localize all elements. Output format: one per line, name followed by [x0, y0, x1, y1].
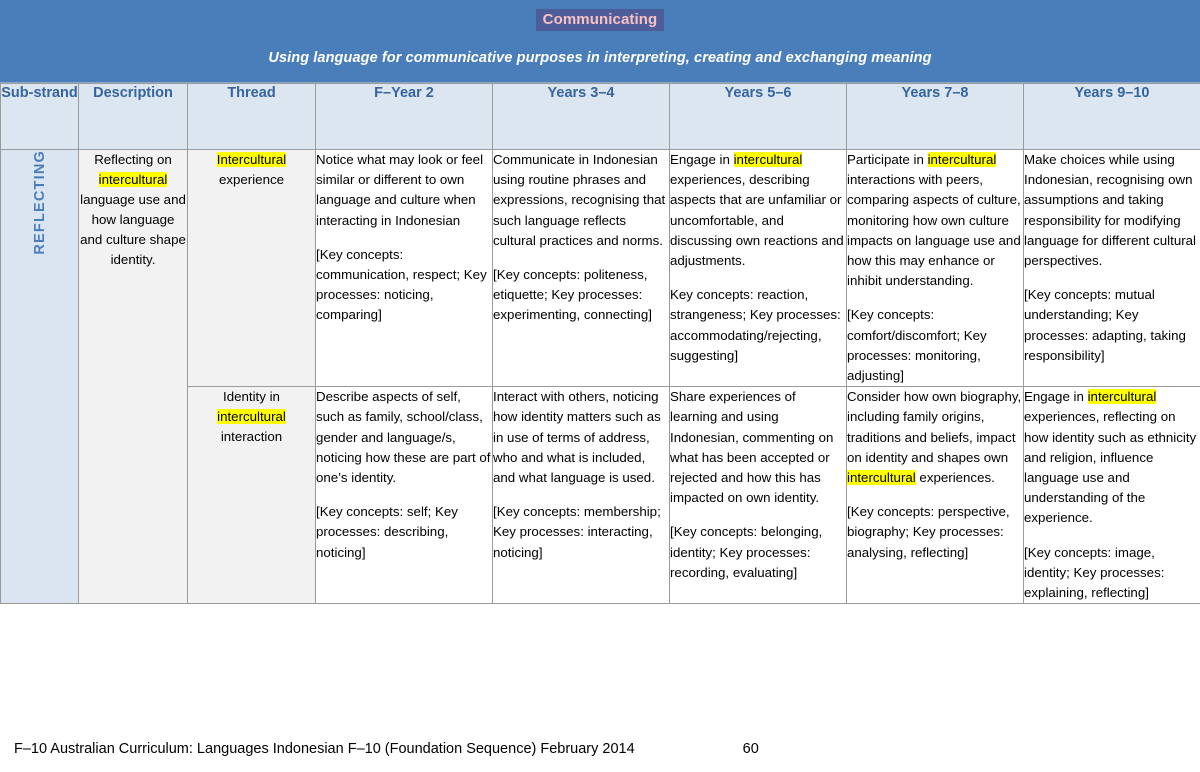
content-cell — [670, 150, 847, 387]
substrand-label: REFLECTING — [31, 150, 48, 255]
cell-paragraph: Engage in intercultural experiences, reflecting on how identity such as ethnicity and religion, influence language use and understanding of the experience. — [1024, 389, 1197, 526]
highlighted-term: intercultural — [733, 152, 803, 167]
footer-source-text: F–10 Australian Curriculum: Languages Indonesian F–10 (Foundation Sequence) February 2014 — [14, 741, 635, 757]
content-cell — [493, 387, 670, 604]
highlighted-term: intercultural — [927, 152, 997, 167]
cell-paragraph: Interact with others, noticing how identity matters such as in use of terms of address, who and what is included, and what language is used. — [493, 389, 661, 486]
content-cell — [316, 387, 493, 604]
column-header-f-year-2: F–Year 2 — [316, 84, 493, 150]
content-cell — [847, 387, 1024, 604]
thread-cell: Identity in intercultural interaction — [188, 387, 316, 604]
highlighted-term: intercultural — [847, 470, 916, 486]
highlighted-term: intercultural — [98, 171, 168, 187]
column-header-years-7-8: Years 7–8 — [847, 84, 1024, 150]
column-header-years-3-4: Years 3–4 — [493, 84, 670, 150]
highlighted-term: intercultural — [1087, 389, 1157, 405]
highlighted-term: intercultural — [217, 409, 286, 425]
cell-paragraph: [Key concepts: self; Key processes: describing, noticing] — [316, 504, 458, 560]
content-cell — [670, 387, 847, 604]
description-cell: Reflecting on intercultural language use and how language and culture shape identity. — [79, 150, 188, 604]
cell-paragraph: [Key concepts: mutual understanding; Key processes: adapting, taking responsibility] — [1024, 287, 1186, 363]
page-footer — [0, 726, 1200, 772]
footer-page-number: 60 — [742, 741, 759, 757]
cell-paragraph: Consider how own biography, including family origins, traditions and beliefs, impact on identity and shapes own intercultural experiences. — [847, 389, 1022, 486]
cell-paragraph: [Key concepts: image, identity; Key processes: explaining, reflecting] — [1024, 544, 1165, 601]
cell-paragraph: Notice what may look or feel similar or different to own language and culture when interacting in Indonesian — [316, 152, 484, 228]
cell-paragraph: Participate in intercultural interactions with peers, comparing aspects of culture, monitoring how own culture impacts on language use and how this may enhance or inhibit understanding. — [847, 152, 1021, 289]
table-row — [1, 150, 1200, 387]
cell-paragraph: [Key concepts: politeness, etiquette; Key processes: experimenting, connecting] — [493, 267, 652, 323]
cell-paragraph: [Key concepts: communication, respect; Key processes: noticing, comparing] — [316, 246, 487, 323]
cell-paragraph: Describe aspects of self, such as family, school/class, gender and language/s, noticing how these are part of one’s identity. — [316, 389, 491, 486]
content-cell — [316, 150, 493, 387]
cell-paragraph: [Key concepts: perspective, biography; Key processes: analysing, reflecting] — [847, 504, 1010, 560]
column-headers — [1, 84, 1200, 150]
cell-paragraph: [Key concepts: comfort/discomfort; Key processes: monitoring, adjusting] — [847, 307, 987, 384]
cell-paragraph: Engage in intercultural experiences, describing aspects that are unfamiliar or uncomfortable, and discussing own reactions and adjustments. — [670, 152, 844, 269]
content-cell — [847, 150, 1024, 387]
strand-title: Communicating — [536, 9, 665, 31]
highlighted-term: Intercultural — [216, 152, 287, 167]
column-header-years-5-6: Years 5–6 — [670, 84, 847, 150]
column-header-years-9-10: Years 9–10 — [1024, 84, 1200, 150]
cell-paragraph: [Key concepts: belonging, identity; Key processes: recording, evaluating] — [670, 524, 823, 580]
column-header-sub-strand: Sub-strand — [1, 84, 79, 150]
cell-paragraph: Share experiences of learning and using Indonesian, commenting on what has been accepted or rejected and how this has impacted on own identity. — [670, 389, 834, 506]
cell-paragraph: Key concepts: reaction, strangeness; Key processes: accommodating/rejecting, suggesting] — [670, 287, 841, 363]
content-cell — [493, 150, 670, 387]
cell-paragraph: Communicate in Indonesian using routine phrases and expressions, recognising that such language reflects cultural practices and norms. — [493, 152, 666, 248]
cell-paragraph: [Key concepts: membership; Key processes: interacting, noticing] — [493, 504, 661, 560]
table-header-row — [1, 84, 1200, 150]
column-header-description: Description — [79, 84, 188, 150]
strand-banner — [0, 0, 1200, 83]
content-cell — [1024, 150, 1200, 387]
substrand-cell — [1, 150, 79, 604]
thread-cell: Intercultural experience — [188, 150, 316, 387]
column-header-thread: Thread — [188, 84, 316, 150]
table-body — [1, 150, 1200, 604]
content-cell — [1024, 387, 1200, 604]
cell-paragraph: Make choices while using Indonesian, recognising own assumptions and taking responsibility for modifying language for different cultural perspectives. — [1024, 152, 1196, 269]
curriculum-table — [0, 83, 1200, 604]
strand-subtitle: Using language for communicative purposes in interpreting, creating and exchanging meaning — [268, 50, 932, 67]
